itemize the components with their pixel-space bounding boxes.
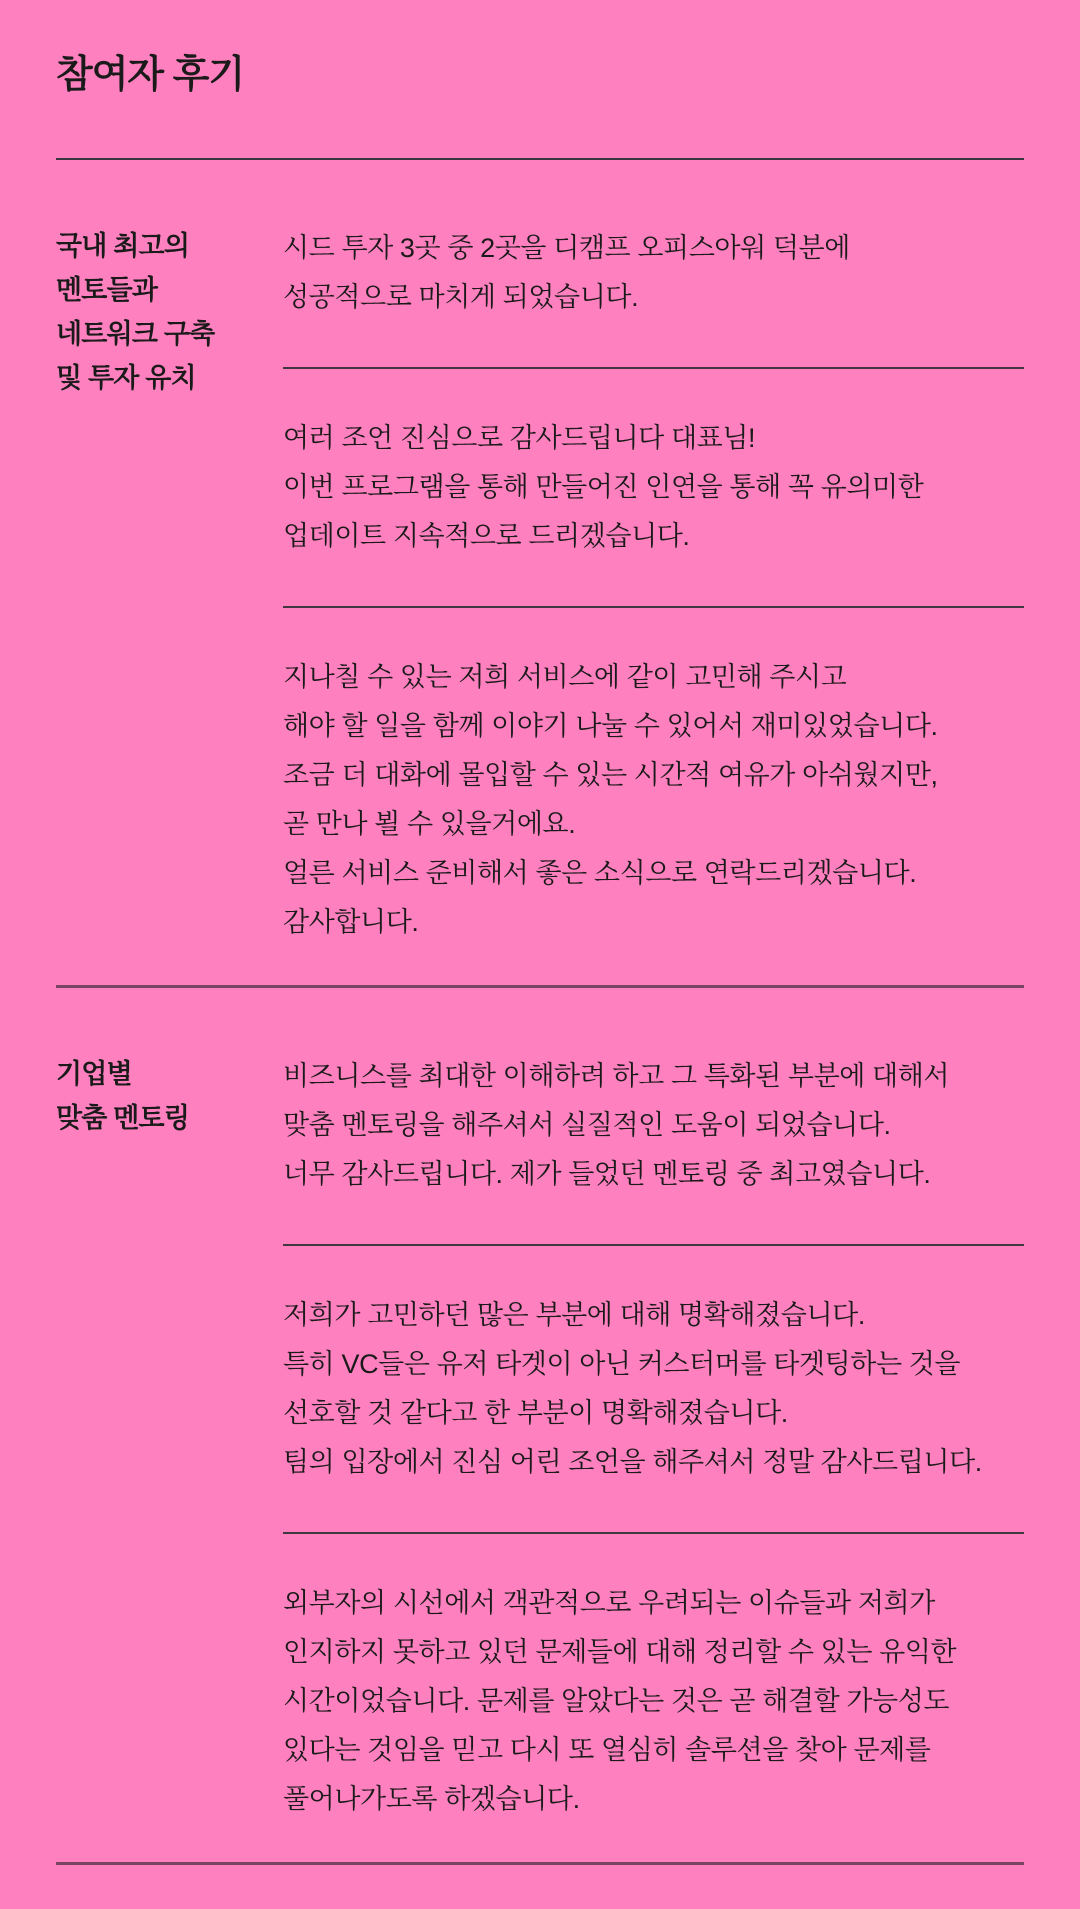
quote-divider xyxy=(283,1244,1024,1246)
quote-line: 지나칠 수 있는 저희 서비스에 같이 고민해 주시고 xyxy=(283,661,847,692)
quote-line: 성공적으로 마치게 되었습니다. xyxy=(283,281,639,312)
quote-line: 저희가 고민하던 많은 부분에 대해 명확해졌습니다. xyxy=(283,1299,865,1330)
quote-line: 이번 프로그램을 통해 만들어진 인연을 통해 꼭 유의미한 xyxy=(283,471,924,502)
quote-line: 팀의 입장에서 진심 어린 조언을 해주셔서 정말 감사드립니다. xyxy=(283,1446,982,1477)
testimonial-quote xyxy=(283,653,1024,947)
section-label-line: 네트워크 구축 xyxy=(56,318,215,349)
quote-line: 인지하지 못하고 있던 문제들에 대해 정리할 수 있는 유익한 xyxy=(283,1636,957,1667)
header-divider xyxy=(56,158,1024,160)
section-label-line: 맞춤 멘토링 xyxy=(56,1102,190,1133)
section-label xyxy=(56,224,283,400)
quote-divider xyxy=(283,367,1024,369)
section-divider xyxy=(56,985,1024,988)
section-quotes xyxy=(283,1052,1024,1824)
testimonial-quote xyxy=(283,1291,1024,1487)
testimonial-section-mentoring xyxy=(56,1052,1024,1824)
quote-divider xyxy=(283,1532,1024,1534)
quote-line: 곧 만나 뵐 수 있을거에요. xyxy=(283,808,576,839)
quote-line: 특히 VC들은 유저 타겟이 아닌 커스터머를 타겟팅하는 것을 xyxy=(283,1348,961,1379)
testimonial-quote xyxy=(283,1579,1024,1824)
section-label-line: 및 투자 유치 xyxy=(56,362,196,393)
quote-line: 맞춤 멘토링을 해주셔서 실질적인 도움이 되었습니다. xyxy=(283,1109,891,1140)
quote-line: 외부자의 시선에서 객관적으로 우려되는 이슈들과 저희가 xyxy=(283,1587,935,1618)
quote-line: 너무 감사드립니다. 제가 들었던 멘토링 중 최고였습니다. xyxy=(283,1158,931,1189)
quote-line: 있다는 것임을 믿고 다시 또 열심히 솔루션을 찾아 문제를 xyxy=(283,1734,931,1765)
page-title: 참여자 후기 xyxy=(56,54,245,96)
testimonial-quote xyxy=(283,224,1024,322)
quote-line: 선호할 것 같다고 한 부분이 명확해졌습니다. xyxy=(283,1397,788,1428)
quote-line: 조금 더 대화에 몰입할 수 있는 시간적 여유가 아쉬웠지만, xyxy=(283,759,938,790)
quote-line: 감사합니다. xyxy=(283,906,419,937)
quote-line: 해야 할 일을 함께 이야기 나눌 수 있어서 재미있었습니다. xyxy=(283,710,938,741)
quote-divider xyxy=(283,606,1024,608)
section-label-line: 기업별 xyxy=(56,1058,132,1089)
quote-line: 여러 조언 진심으로 감사드립니다 대표님! xyxy=(283,422,756,453)
quote-line: 풀어나가도록 하겠습니다. xyxy=(283,1783,580,1814)
testimonial-quote xyxy=(283,414,1024,561)
section-label xyxy=(56,1052,283,1140)
quote-line: 비즈니스를 최대한 이해하려 하고 그 특화된 부분에 대해서 xyxy=(283,1060,950,1091)
testimonial-section-network xyxy=(56,224,1024,947)
bottom-divider xyxy=(56,1862,1024,1865)
quote-line: 시드 투자 3곳 중 2곳을 디캠프 오피스아워 덕분에 xyxy=(283,232,850,263)
section-label-line: 국내 최고의 xyxy=(56,230,190,261)
section-quotes xyxy=(283,224,1024,947)
quote-line: 업데이트 지속적으로 드리겠습니다. xyxy=(283,520,690,551)
section-label-line: 멘토들과 xyxy=(56,274,158,305)
testimonial-quote xyxy=(283,1052,1024,1199)
quote-line: 시간이었습니다. 문제를 알았다는 것은 곧 해결할 가능성도 xyxy=(283,1685,950,1716)
quote-line: 얼른 서비스 준비해서 좋은 소식으로 연락드리겠습니다. xyxy=(283,857,917,888)
